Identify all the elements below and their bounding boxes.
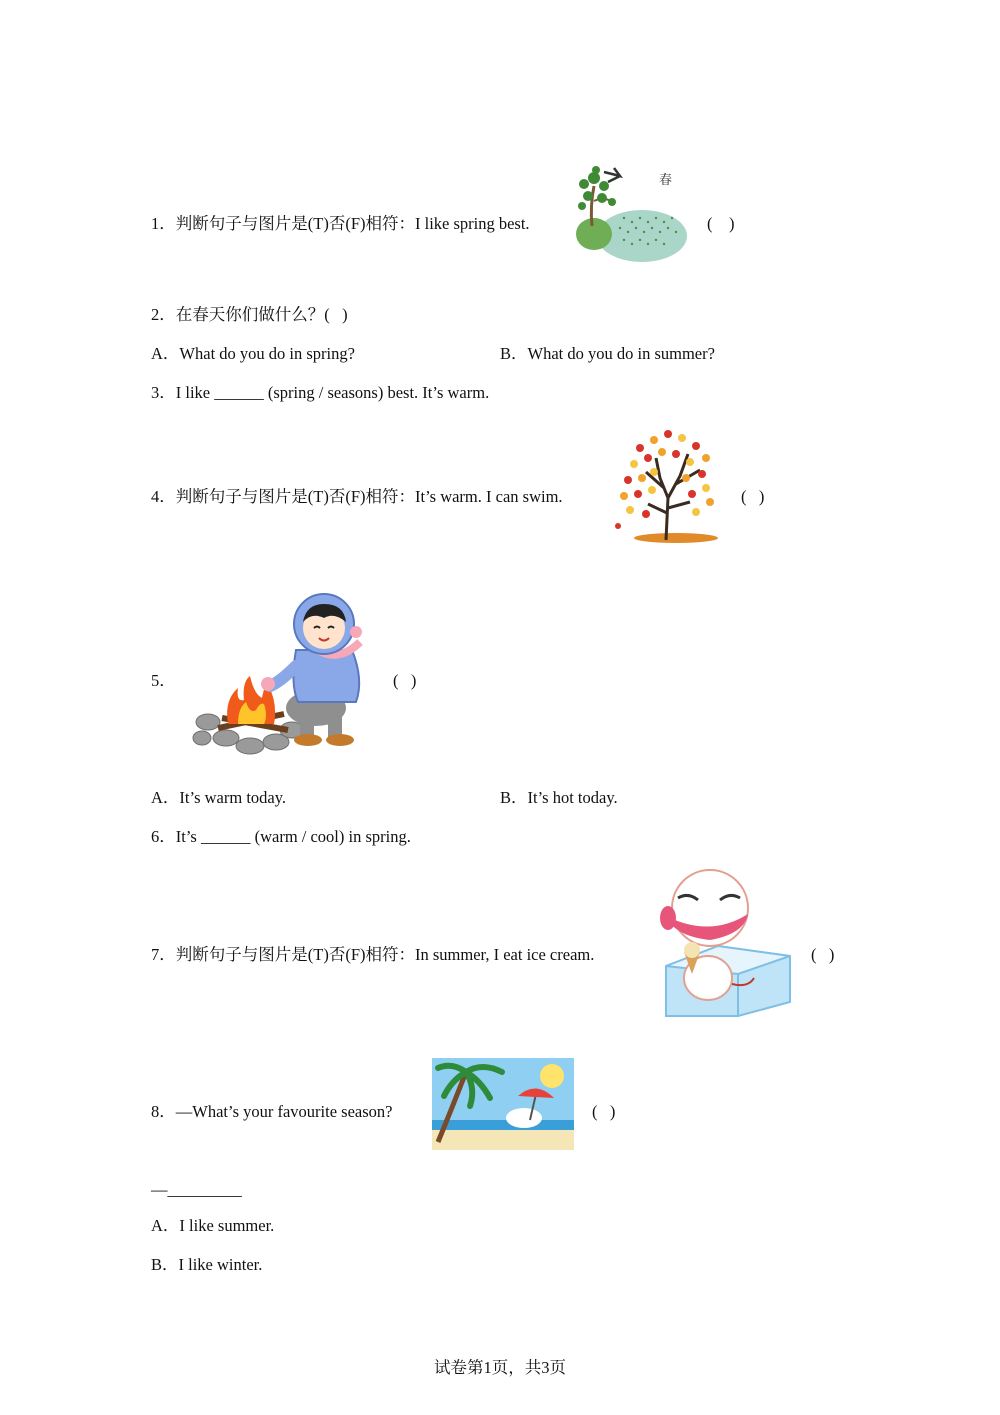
question-1 bbox=[151, 214, 530, 234]
question-text: 判断句子与图片是(T)否(F)相符：It’s warm. I can swim. bbox=[175, 487, 563, 506]
option-a: A．It’s warm today. bbox=[151, 788, 287, 807]
question-number: 8． bbox=[151, 1102, 176, 1121]
question-number: 3． bbox=[151, 383, 176, 402]
answer-parentheses: ( ) bbox=[741, 487, 765, 506]
question-6 bbox=[151, 827, 411, 847]
option-a: A．I like summer. bbox=[151, 1216, 275, 1235]
question-number: 6． bbox=[151, 827, 176, 846]
option-b: B．It’s hot today. bbox=[500, 788, 618, 807]
answer-blank: —_________ bbox=[151, 1180, 242, 1199]
question-7 bbox=[151, 945, 594, 965]
question-text: —What’s your favourite season? bbox=[175, 1102, 393, 1121]
ice-cream-picture bbox=[658, 866, 796, 1018]
question-number: 5． bbox=[151, 671, 176, 690]
answer-parentheses: ( ) bbox=[707, 214, 735, 233]
spring-picture bbox=[574, 156, 690, 266]
answer-parentheses: ( ) bbox=[393, 671, 417, 690]
question-text: 在春天你们做什么？( ) bbox=[175, 305, 348, 324]
option-b: B．I like winter. bbox=[151, 1255, 263, 1274]
question-text: It’s ______ (warm / cool) in spring. bbox=[175, 827, 411, 846]
campfire-boy-picture bbox=[188, 590, 370, 758]
question-text: I like ______ (spring / seasons) best. It’s warm. bbox=[175, 383, 490, 402]
spring-label: 春 bbox=[659, 173, 673, 188]
option-a: A．What do you do in spring? bbox=[151, 344, 355, 363]
question-text: 判断句子与图片是(T)否(F)相符：I like spring best. bbox=[175, 214, 530, 233]
option-b: B．What do you do in summer? bbox=[500, 344, 715, 363]
question-8 bbox=[151, 1102, 392, 1122]
answer-parentheses: ( ) bbox=[811, 945, 835, 964]
beach-picture bbox=[432, 1058, 574, 1150]
page-footer: 试卷第1页，共3页 bbox=[434, 1358, 566, 1377]
autumn-tree-picture bbox=[610, 418, 722, 546]
question-2 bbox=[151, 305, 348, 325]
question-number: 2． bbox=[151, 305, 176, 324]
question-4 bbox=[151, 487, 563, 507]
question-number: 7． bbox=[151, 945, 176, 964]
question-3 bbox=[151, 383, 489, 403]
answer-parentheses: ( ) bbox=[592, 1102, 616, 1121]
question-5 bbox=[151, 671, 176, 691]
question-number: 4． bbox=[151, 487, 176, 506]
question-number: 1． bbox=[151, 214, 176, 233]
question-text: 判断句子与图片是(T)否(F)相符：In summer, I eat ice cream. bbox=[175, 945, 595, 964]
